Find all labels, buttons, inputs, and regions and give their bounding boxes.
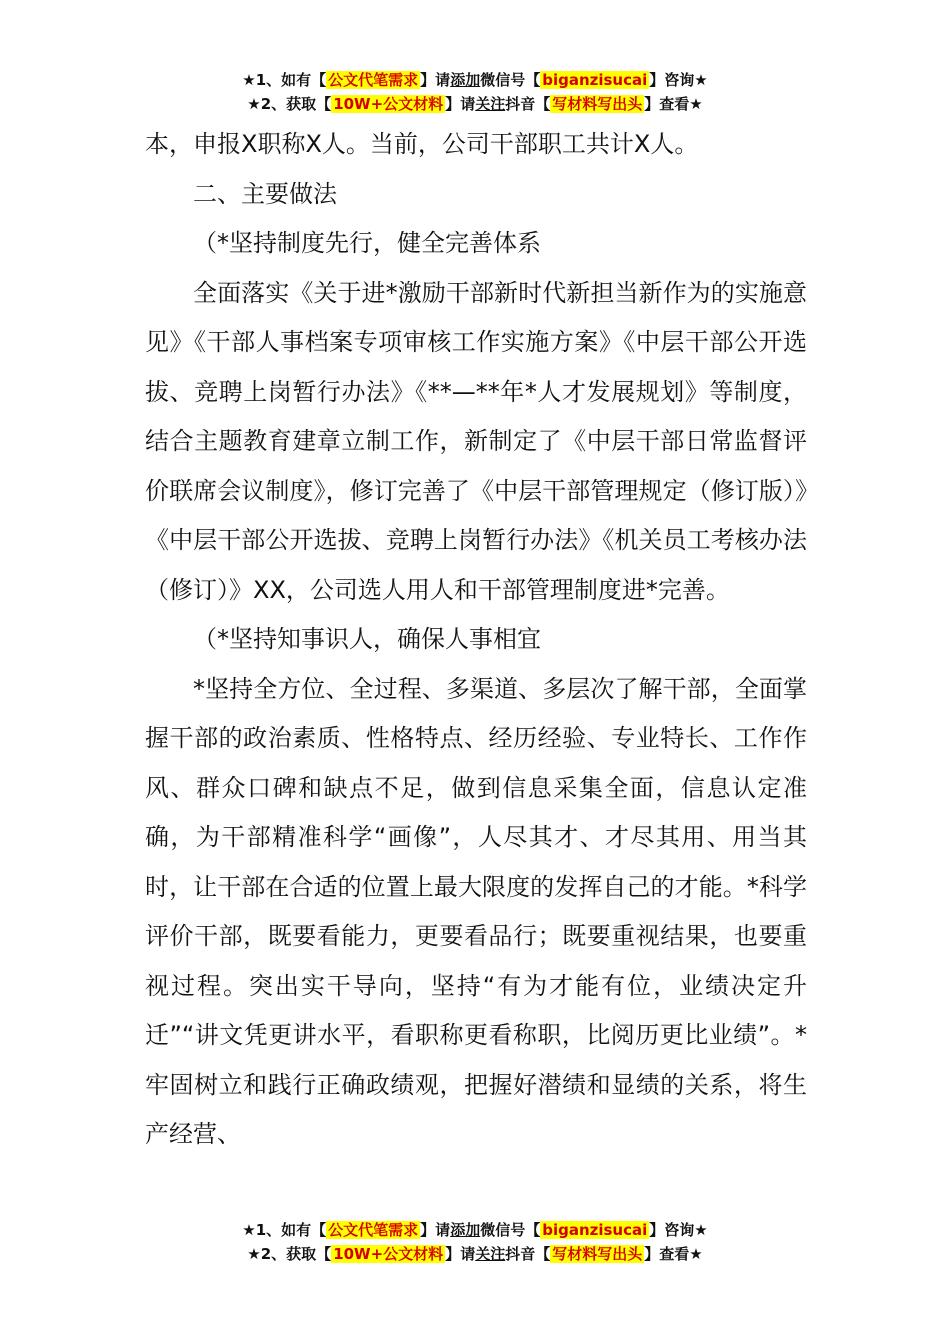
banner-text: ★2、获取【 [247, 95, 332, 113]
wechat-id-tag: biganzisucai [542, 1221, 648, 1239]
banner-text: ★1、如有【 [242, 71, 327, 89]
banner-line-1 [0, 1218, 950, 1242]
section-heading: 二、主要做法 [193, 179, 337, 208]
paragraph: 全面落实《关于进*激励干部新时代新担当新作为的实施意见》《干部人事档案专项审核工作实施方案》《中层干部公开选拔、竞聘上岗暂行办法》《**—**年*人才发展规划》等制度，结合主题教育建章立制工作，新制定了《中层干部日常监督评价联席会议制度》，修订完善了《中层干部管理规定（修订版）》《中层干部公开选拔、竞聘上岗暂行办法》《机关员工考核办法（修订）》XX，公司选人用人和干部管理制度进*完善。 [145, 278, 807, 604]
banner-line-1 [0, 68, 950, 92]
paragraph: *坚持全方位、全过程、多渠道、多层次了解干部，全面掌握干部的政治素质、性格特点、经历经验、专业特长、工作作风、群众口碑和缺点不足，做到信息采集全面，信息认定准确，为干部精准科学“画像”，人尽其才、才尽其用、用当其时，让干部在合适的位置上最大限度的发挥自己的才能。*科学评价干部，既要看能力，更要看品行；既要重视结果，也要重视过程。突出实干导向，坚持“有为才能有位，业绩决定升迁”“讲文凭更讲水平，看职称更看称职，比阅历更比业绩”。*牢固树立和践行正确政绩观，把握好潜绩和显绩的关系，将生产经营、 [145, 674, 807, 1148]
emphasis-text: 添加 [450, 71, 481, 89]
banner-text: 】请 [420, 1221, 451, 1239]
banner-text: 抖音【 [505, 95, 551, 113]
banner-text: 】查看★ [644, 95, 703, 113]
banner-text: 抖音【 [505, 1245, 551, 1263]
banner-text: 】请 [420, 71, 451, 89]
banner-text: 】咨询★ [649, 1221, 708, 1239]
banner-text: 】查看★ [644, 1245, 703, 1263]
highlight-tag: 10W+公文材料 [333, 95, 444, 113]
banner-text: 微信号【 [480, 71, 541, 89]
highlight-tag: 公文代笔需求 [328, 1221, 419, 1239]
emphasis-text: 关注 [475, 95, 506, 113]
document-body [145, 120, 807, 1160]
banner-line-2 [0, 1242, 950, 1266]
banner-text: 】请 [445, 1245, 476, 1263]
highlight-tag: 10W+公文材料 [333, 1245, 444, 1263]
douyin-id-tag: 写材料写出头 [552, 1245, 643, 1263]
paragraph: 本，申报X职称X人。当前，公司干部职工共计X人。 [145, 130, 699, 158]
subsection-heading: （*坚持知事识人，确保人事相宜 [193, 625, 541, 653]
highlight-tag: 公文代笔需求 [328, 71, 419, 89]
subsection-heading: （*坚持制度先行，健全完善体系 [193, 229, 541, 257]
banner-text: 微信号【 [480, 1221, 541, 1239]
banner-line-2 [0, 92, 950, 116]
banner-text: 】请 [445, 95, 476, 113]
douyin-id-tag: 写材料写出头 [552, 95, 643, 113]
emphasis-text: 关注 [475, 1245, 506, 1263]
footer-banner [0, 1218, 950, 1266]
emphasis-text: 添加 [450, 1221, 481, 1239]
header-banner [0, 68, 950, 116]
banner-text: ★1、如有【 [242, 1221, 327, 1239]
wechat-id-tag: biganzisucai [542, 71, 648, 89]
banner-text: 】咨询★ [649, 71, 708, 89]
banner-text: ★2、获取【 [247, 1245, 332, 1263]
